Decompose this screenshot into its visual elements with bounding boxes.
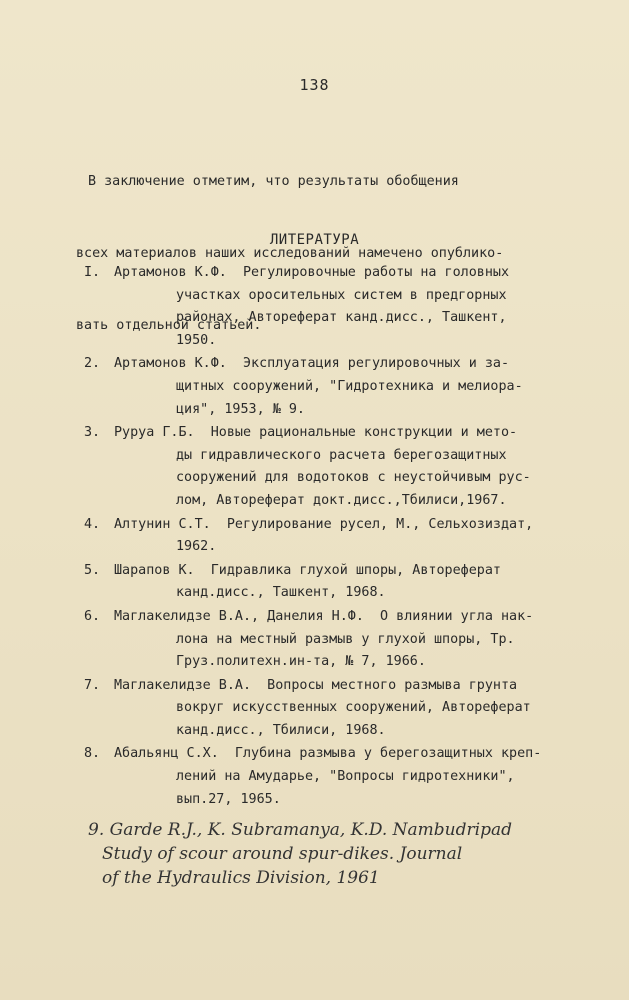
reference-item <box>84 560 624 605</box>
handwritten-reference <box>88 818 628 890</box>
reference-line: вокруг искусственных сооружений, Автореферат <box>176 700 531 716</box>
reference-number: 5. <box>84 562 101 578</box>
reference-line: лона на местный размыв у глухой шпоры, Тр. <box>176 631 515 647</box>
reference-item <box>84 606 624 674</box>
reference-number: 8. <box>84 746 101 762</box>
reference-line: ция", 1953, № 9. <box>176 401 305 417</box>
reference-line: вып.27, 1965. <box>176 791 281 807</box>
reference-line: Груз.политехн.ин-та, № 7, 1966. <box>176 654 426 670</box>
reference-line: канд.дисс., Ташкент, 1968. <box>176 585 386 601</box>
intro-line: всех материалов наших исследований намечено опублико- <box>76 246 504 261</box>
page-number: 138 <box>299 76 330 94</box>
intro-line: вать отдельной статьей. <box>76 318 262 333</box>
reference-line: канд.дисс., Тбилиси, 1968. <box>176 722 386 738</box>
handwritten-line: Study of scour around spur-dikes. Journal <box>102 844 463 864</box>
reference-line: участках оросительных систем в предгорных <box>176 287 507 303</box>
intro-line: В заключение отметим, что результаты обобщения <box>88 174 459 189</box>
reference-line: Маглакелидзе В.А., Данелия Н.Ф. О влиянии угла нак- <box>114 608 534 624</box>
reference-item <box>84 353 624 421</box>
reference-item <box>84 262 624 352</box>
handwritten-line: of the Hydraulics Division, 1961 <box>102 868 380 888</box>
reference-number: 7. <box>84 677 101 693</box>
references-heading: ЛИТЕРАТУРА <box>269 232 360 248</box>
reference-item <box>84 675 624 743</box>
reference-line: Маглакелидзе В.А. Вопросы местного размыва грунта <box>114 677 518 693</box>
reference-line: Артамонов К.Ф. Регулировочные работы на головных <box>114 265 510 280</box>
reference-line: 1950. <box>176 332 217 348</box>
reference-item <box>84 422 624 512</box>
reference-number: 4. <box>84 516 101 532</box>
reference-line: Руруа Г.Б. Новые рациональные конструкции и мето- <box>114 425 518 441</box>
reference-number: 3. <box>84 425 101 441</box>
reference-line: 1962. <box>176 539 217 555</box>
reference-number: I. <box>84 265 101 280</box>
reference-line: сооружений для водотоков с неустойчивым рус- <box>176 470 531 486</box>
reference-item <box>84 743 624 811</box>
reference-line: Шарапов К. Гидравлика глухой шпоры, Автореферат <box>114 562 501 578</box>
reference-number: 2. <box>84 356 101 372</box>
reference-line: лом, Автореферат докт.дисс.,Тбилиси,1967. <box>176 492 507 508</box>
reference-line: щитных сооружений, "Гидротехника и мелиора- <box>176 378 523 394</box>
reference-line: Артамонов К.Ф. Эксплуатация регулировочных и за- <box>114 356 510 372</box>
references-list <box>84 262 624 812</box>
handwritten-line: 9. Garde R.J., K. Subramanya, K.D. Nambudripad <box>88 820 512 840</box>
reference-line: лений на Амударье, "Вопросы гидротехники", <box>176 769 515 785</box>
reference-line: районах, Автореферат канд.дисс., Ташкент, <box>176 310 507 326</box>
reference-line: Алтунин С.Т. Регулирование русел, М., Сельхозиздат, <box>114 516 534 532</box>
reference-number: 6. <box>84 608 101 624</box>
reference-line: ды гидравлического расчета берегозащитных <box>176 447 507 463</box>
reference-item <box>84 514 624 559</box>
reference-line: Абальянц С.Х. Глубина размыва у берегозащитных креп- <box>114 746 542 762</box>
